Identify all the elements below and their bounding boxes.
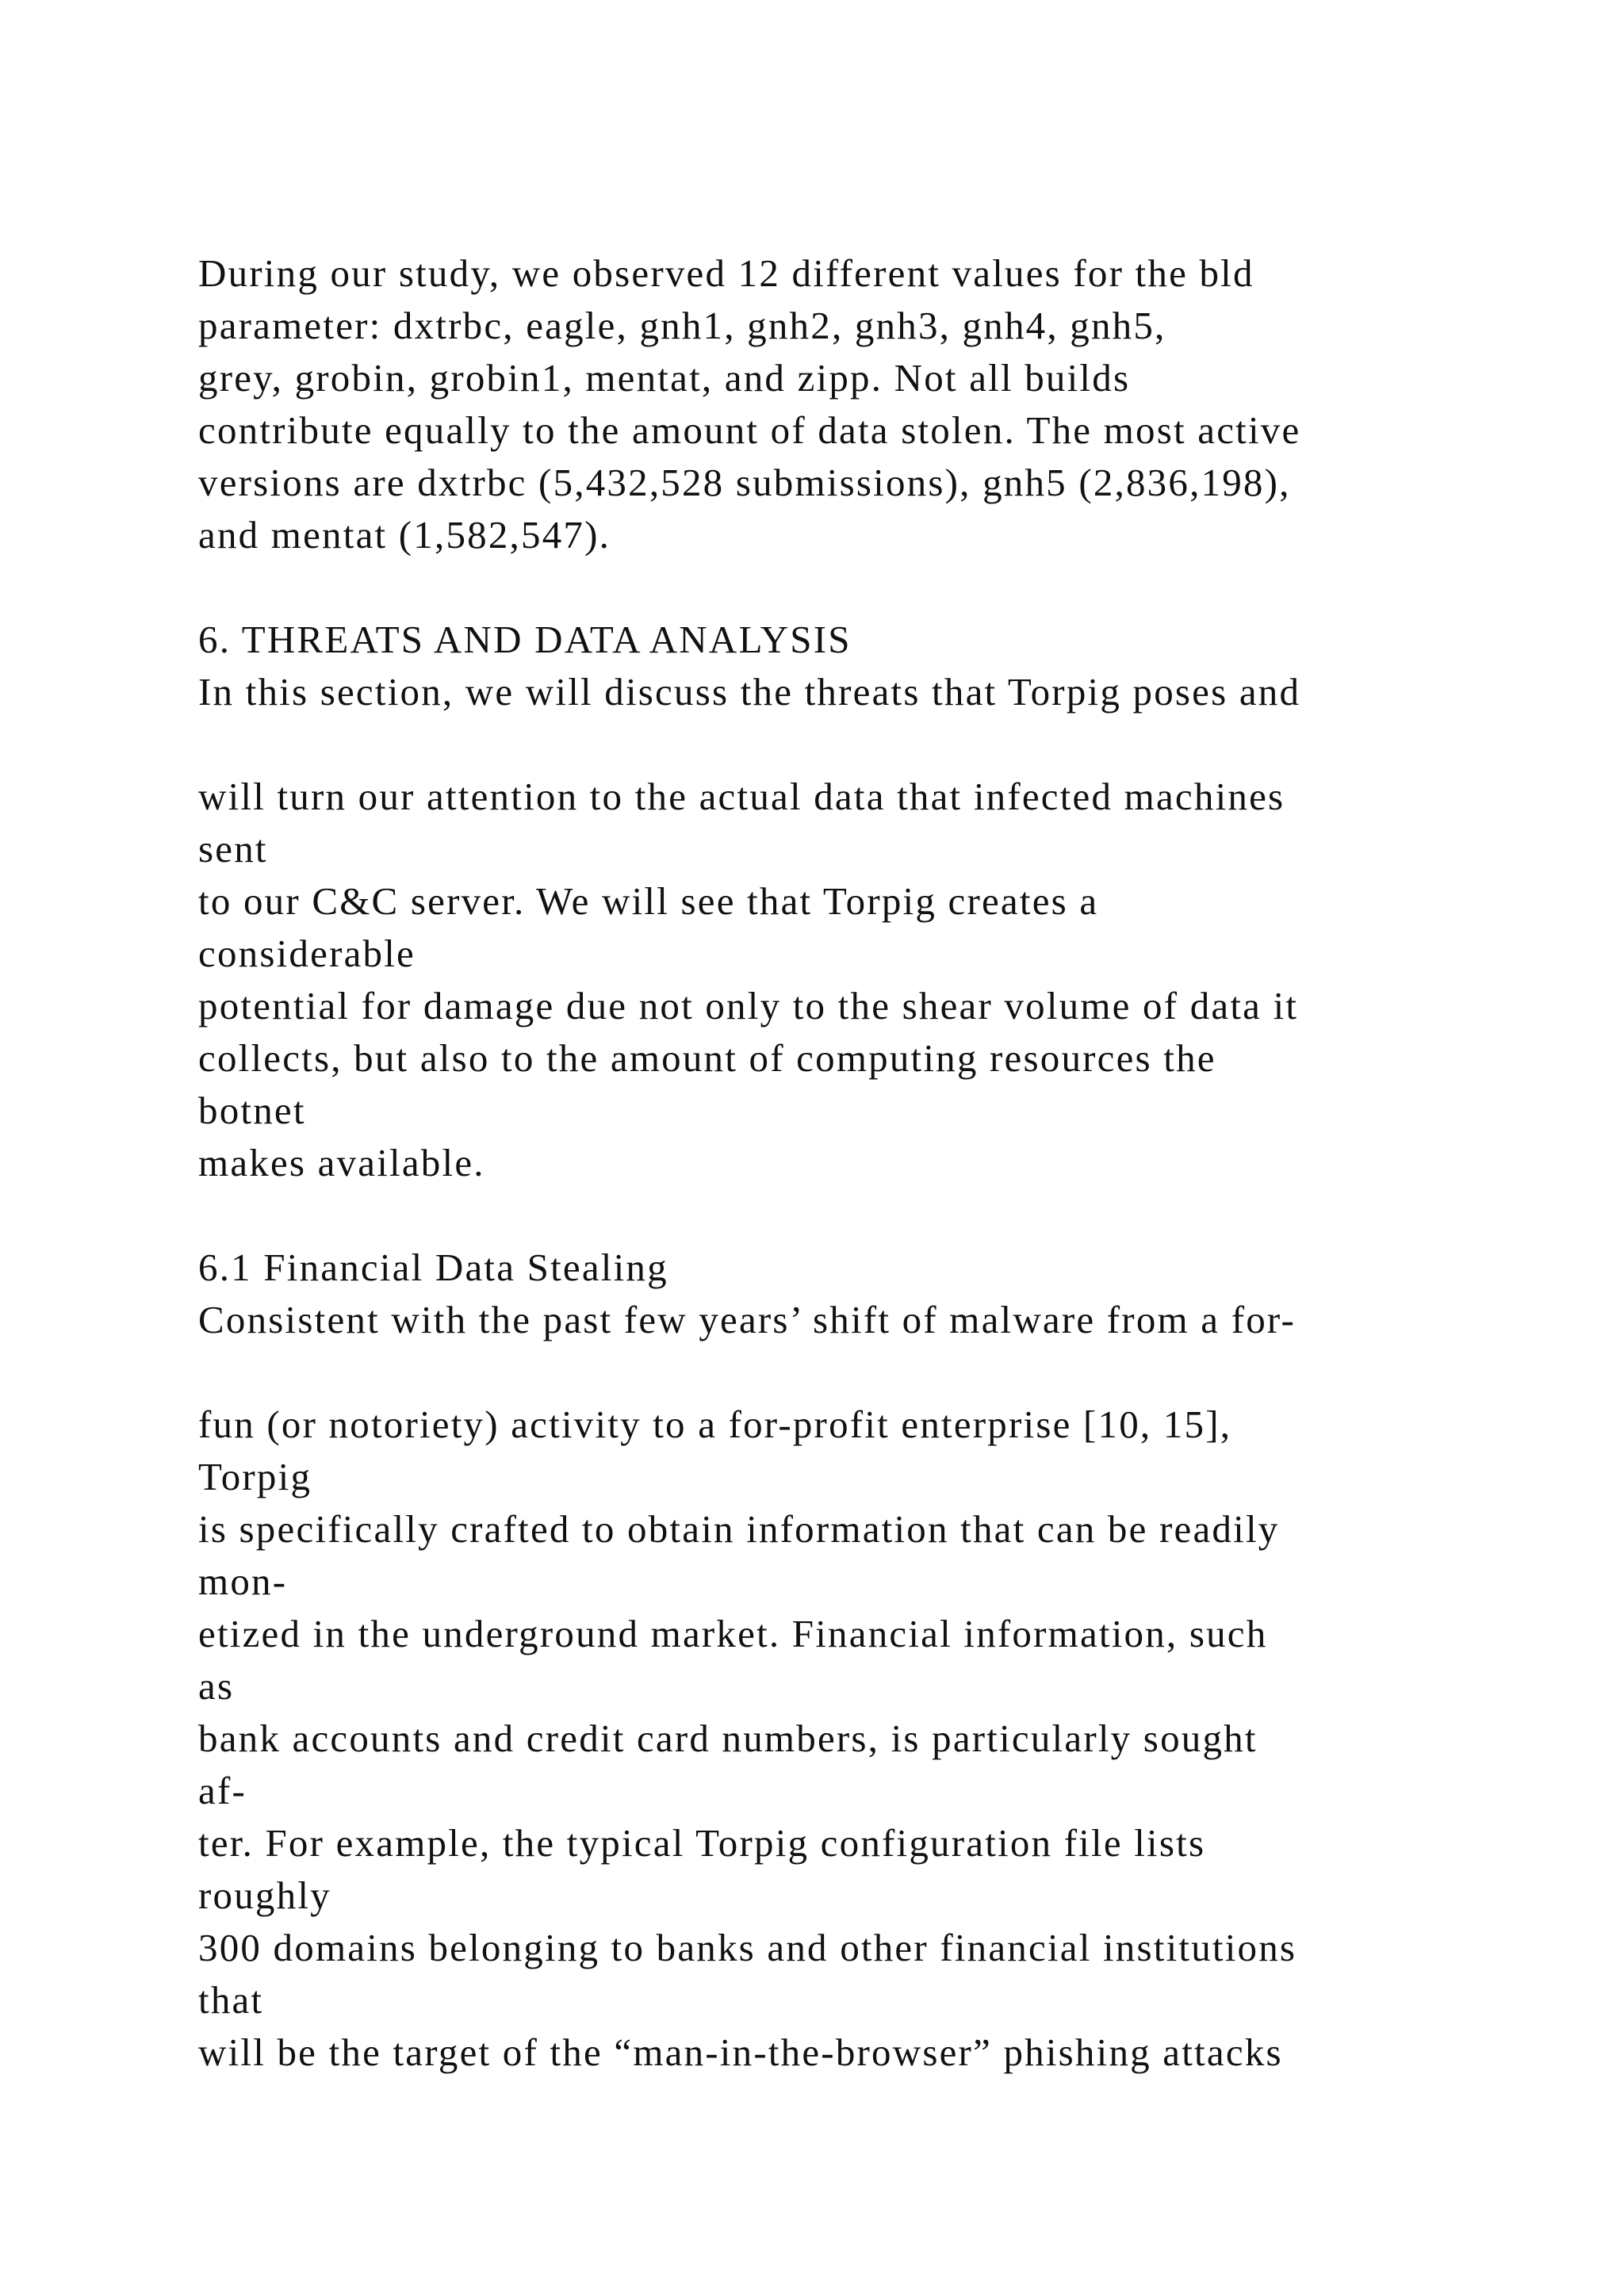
blank-line (198, 561, 1546, 614)
text-line: botnet (198, 1089, 306, 1132)
blank-line (198, 1189, 1546, 1242)
text-line: versions are dxtrbc (5,432,528 submissions), gnh5 (2,836,198), (198, 461, 1291, 504)
body-text (198, 247, 1546, 2079)
section-heading: 6. THREATS AND DATA ANALYSIS (198, 618, 852, 661)
text-line: 300 domains belonging to banks and other financial institutions (198, 1926, 1297, 1969)
blank-line (198, 1346, 1546, 1399)
text-line: considerable (198, 932, 416, 975)
blank-line (198, 718, 1546, 771)
text-line: will turn our attention to the actual data that infected machines (198, 775, 1285, 818)
text-line: bank accounts and credit card numbers, is particularly sought (198, 1716, 1258, 1760)
text-line: During our study, we observed 12 different values for the bld (198, 251, 1254, 295)
text-line: and mentat (1,582,547). (198, 513, 611, 557)
text-line: to our C&C server. We will see that Torpig creates a (198, 879, 1099, 923)
text-line: contribute equally to the amount of data stolen. The most active (198, 408, 1301, 452)
text-line: that (198, 1978, 264, 2022)
text-line: makes available. (198, 1141, 485, 1184)
text-line: collects, but also to the amount of computing resources the (198, 1036, 1216, 1080)
text-line: etized in the underground market. Financial information, such (198, 1612, 1268, 1655)
text-line: roughly (198, 1873, 331, 1917)
text-line: fun (or notoriety) activity to a for-profit enterprise [10, 15], (198, 1402, 1232, 1446)
text-line: ter. For example, the typical Torpig configuration file lists (198, 1821, 1206, 1865)
text-line: is specifically crafted to obtain information that can be readily (198, 1507, 1280, 1551)
text-line: sent (198, 827, 268, 871)
text-line: parameter: dxtrbc, eagle, gnh1, gnh2, gnh3, gnh4, gnh5, (198, 304, 1166, 347)
text-line: mon- (198, 1559, 288, 1603)
text-line: will be the target of the “man-in-the-browser” phishing attacks (198, 2030, 1283, 2074)
text-line: grey, grobin, grobin1, mentat, and zipp. Not all builds (198, 356, 1131, 400)
text-line: potential for damage due not only to the shear volume of data it (198, 984, 1299, 1027)
text-line: Consistent with the past few years’ shift of malware from a for- (198, 1298, 1296, 1341)
text-line: Torpig (198, 1455, 312, 1498)
text-line: af- (198, 1769, 247, 1812)
subsection-heading: 6.1 Financial Data Stealing (198, 1246, 668, 1289)
text-line: In this section, we will discuss the threats that Torpig poses and (198, 670, 1301, 714)
text-line: as (198, 1664, 235, 1708)
